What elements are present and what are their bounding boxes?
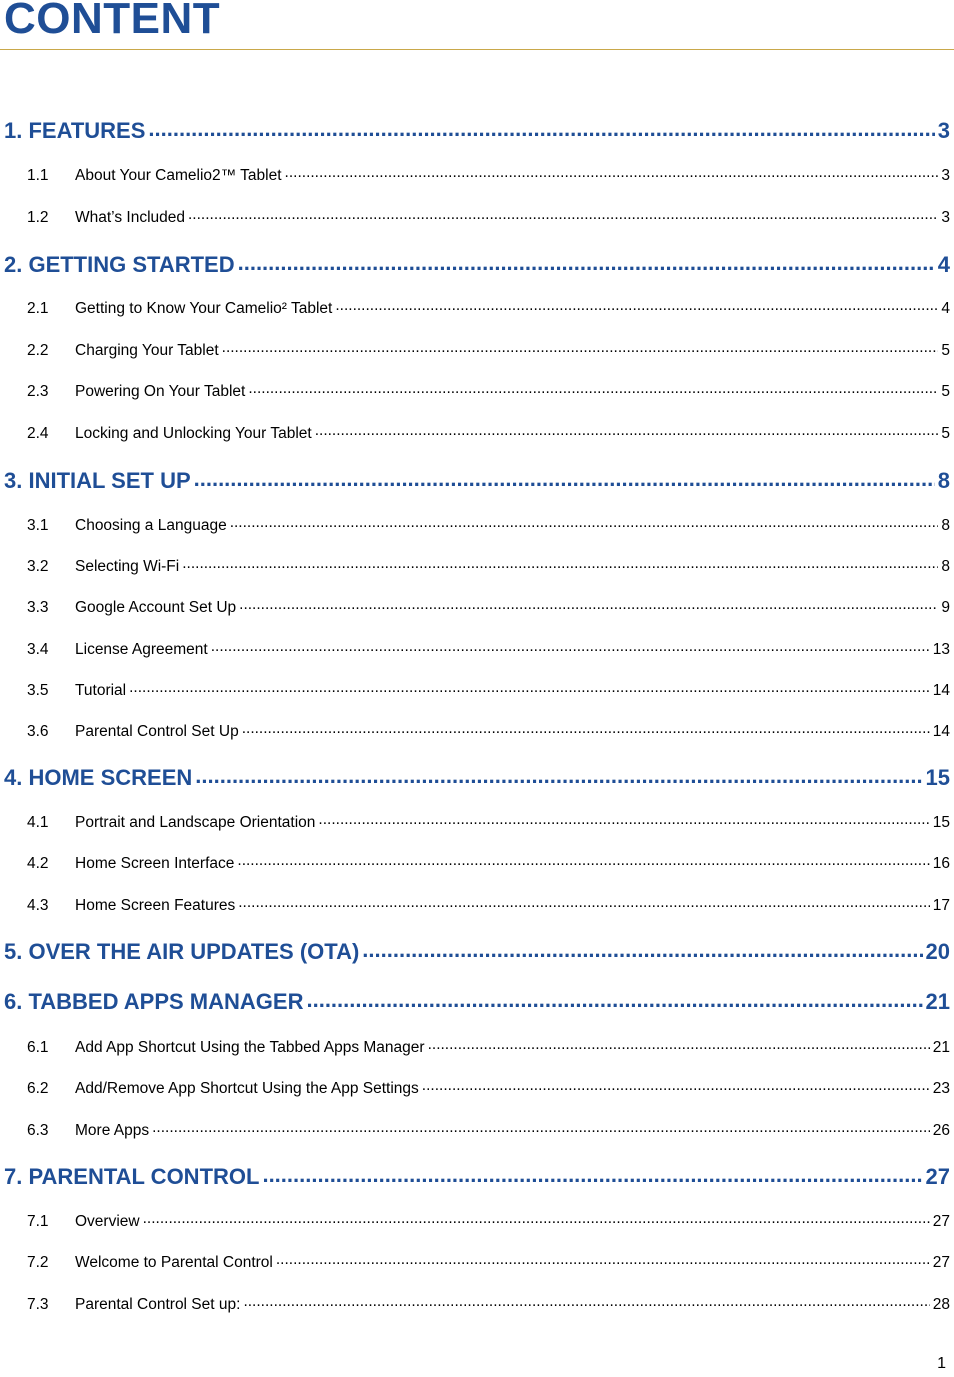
- toc-entry-page: 5: [941, 382, 950, 400]
- toc-subsection-link[interactable]: [0, 811, 950, 832]
- toc-entry-number: 1.2: [27, 208, 49, 226]
- dot-leader: [243, 1293, 929, 1309]
- dot-leader: [262, 1162, 922, 1184]
- dot-leader: [188, 206, 938, 222]
- toc-entry-title: Parental Control Set Up: [75, 722, 239, 740]
- dot-leader: [422, 1077, 930, 1093]
- toc-subsection-link[interactable]: [0, 380, 950, 401]
- toc-subsection-link[interactable]: [0, 894, 950, 915]
- toc-entry-page: 26: [932, 1121, 950, 1139]
- toc-entry-title: Tutorial: [75, 681, 127, 699]
- toc-subsection-link[interactable]: [0, 852, 950, 873]
- toc-entry-title: Getting to Know Your Camelio² Tablet: [75, 299, 333, 317]
- toc-section-link[interactable]: [4, 116, 950, 144]
- toc-entry-number: 3.5: [27, 681, 49, 699]
- toc-entry-number: 1.1: [27, 166, 49, 184]
- toc-entry-page: 8: [941, 557, 950, 575]
- dot-leader: [335, 297, 938, 313]
- title-divider: [0, 49, 954, 50]
- toc-entry-number: 4.3: [27, 896, 49, 914]
- toc-section-link[interactable]: [4, 250, 950, 278]
- dot-leader: [194, 466, 935, 488]
- toc-entry-page: 8: [941, 516, 950, 534]
- dot-leader: [239, 596, 938, 612]
- dot-leader: [211, 638, 930, 654]
- toc-entry-title: About Your Camelio2™ Tablet: [75, 166, 282, 184]
- toc-entry-title: 1. FEATURES: [4, 118, 146, 143]
- toc-entry-number: 3.3: [27, 598, 49, 616]
- toc-entry-page: 14: [932, 681, 950, 699]
- toc-entry-title: Home Screen Interface: [75, 854, 235, 872]
- toc-entry-number: 4.2: [27, 854, 49, 872]
- dot-leader: [248, 380, 938, 396]
- toc-entry-page: 3: [941, 208, 950, 226]
- dot-leader: [428, 1036, 930, 1052]
- toc-entry-page: 16: [932, 854, 950, 872]
- toc-entry-title: Add/Remove App Shortcut Using the App Settings: [75, 1079, 419, 1097]
- dot-leader: [129, 679, 930, 695]
- toc-entry-title: Portrait and Landscape Orientation: [75, 813, 316, 831]
- toc-entry-title: License Agreement: [75, 640, 208, 658]
- toc-section-link[interactable]: [4, 1162, 950, 1190]
- dot-leader: [242, 720, 930, 736]
- toc-subsection-link[interactable]: [0, 164, 950, 185]
- dot-leader: [238, 894, 930, 910]
- toc-subsection-link[interactable]: [0, 555, 950, 576]
- toc-subsection-link[interactable]: [0, 206, 950, 227]
- toc-subsection-link[interactable]: [0, 1293, 950, 1314]
- dot-leader: [285, 164, 939, 180]
- dot-leader: [230, 514, 939, 530]
- toc-entry-title: Powering On Your Tablet: [75, 382, 246, 400]
- toc-entry-number: 2.3: [27, 382, 49, 400]
- toc-entry-page: 17: [932, 896, 950, 914]
- toc-entry-page: 28: [932, 1295, 950, 1313]
- toc-entry-number: 7.2: [27, 1253, 49, 1271]
- toc-entry-page: 15: [932, 813, 950, 831]
- toc-entry-page: 15: [925, 765, 950, 790]
- dot-leader: [362, 937, 922, 959]
- toc-entry-page: 27: [925, 1164, 950, 1189]
- toc-entry-page: 14: [932, 722, 950, 740]
- dot-leader: [318, 811, 929, 827]
- toc-entry-title: Welcome to Parental Control: [75, 1253, 273, 1271]
- toc-entry-title: Charging Your Tablet: [75, 341, 219, 359]
- toc-entry-page: 8: [937, 468, 950, 493]
- toc-subsection-link[interactable]: [0, 297, 950, 318]
- dot-leader: [182, 555, 938, 571]
- dot-leader: [276, 1251, 930, 1267]
- toc-entry-page: 13: [932, 640, 950, 658]
- toc-entry-title: Overview: [75, 1212, 140, 1230]
- toc-entry-page: 5: [941, 424, 950, 442]
- toc-entry-title: 2. GETTING STARTED: [4, 252, 235, 277]
- dot-leader: [152, 1119, 930, 1135]
- toc-section-link[interactable]: [4, 466, 950, 494]
- toc-entry-title: Choosing a Language: [75, 516, 227, 534]
- toc-entry-page: 3: [941, 166, 950, 184]
- toc-entry-title: Home Screen Features: [75, 896, 236, 914]
- page-number: 1: [937, 1355, 946, 1372]
- toc-entry-number: 6.1: [27, 1038, 49, 1056]
- toc-entry-number: 3.1: [27, 516, 49, 534]
- dot-leader: [238, 250, 935, 272]
- toc-entry-number: 6.3: [27, 1121, 49, 1139]
- toc-subsection-link[interactable]: [0, 596, 950, 617]
- toc-entry-page: 21: [932, 1038, 950, 1056]
- toc-subsection-link[interactable]: [0, 1251, 950, 1272]
- toc-entry-page: 4: [937, 252, 950, 277]
- toc-section-link[interactable]: [4, 937, 950, 965]
- toc-entry-number: 2.1: [27, 299, 49, 317]
- toc-entry-number: 3.2: [27, 557, 49, 575]
- toc-subsection-link[interactable]: [0, 514, 950, 535]
- toc-entry-page: 4: [941, 299, 950, 317]
- toc-entry-page: 20: [925, 939, 950, 964]
- toc-entry-number: 2.4: [27, 424, 49, 442]
- toc-entry-page: 23: [932, 1079, 950, 1097]
- toc-section-link[interactable]: [4, 987, 950, 1015]
- toc-subsection-link[interactable]: [0, 1036, 950, 1057]
- toc-entry-title: 5. OVER THE AIR UPDATES (OTA): [4, 939, 360, 964]
- toc-entry-title: More Apps: [75, 1121, 150, 1139]
- toc-subsection-link[interactable]: [0, 638, 950, 659]
- toc-entry-title: 3. INITIAL SET UP: [4, 468, 191, 493]
- toc-subsection-link[interactable]: [0, 720, 950, 741]
- dot-leader: [306, 987, 922, 1009]
- toc-entry-number: 3.4: [27, 640, 49, 658]
- toc-subsection-link[interactable]: [0, 422, 950, 443]
- dot-leader: [143, 1210, 930, 1226]
- toc-entry-number: 2.2: [27, 341, 49, 359]
- dot-leader: [315, 422, 939, 438]
- toc-entry-title: 4. HOME SCREEN: [4, 765, 193, 790]
- toc-entry-number: 7.3: [27, 1295, 49, 1313]
- toc-entry-title: Locking and Unlocking Your Tablet: [75, 424, 312, 442]
- page-title: CONTENT: [4, 0, 221, 43]
- toc-entry-page: 27: [932, 1212, 950, 1230]
- toc-entry-page: 21: [925, 989, 950, 1014]
- toc-entry-title: Google Account Set Up: [75, 598, 237, 616]
- dot-leader: [148, 116, 934, 138]
- toc-subsection-link[interactable]: [0, 339, 950, 360]
- toc-entry-page: 27: [932, 1253, 950, 1271]
- toc-entry-title: 7. PARENTAL CONTROL: [4, 1164, 260, 1189]
- dot-leader: [195, 763, 922, 785]
- toc-subsection-link[interactable]: [0, 1119, 950, 1140]
- toc-entry-title: 6. TABBED APPS MANAGER: [4, 989, 304, 1014]
- toc-entry-title: Selecting Wi-Fi: [75, 557, 180, 575]
- toc-entry-number: 3.6: [27, 722, 49, 740]
- toc-subsection-link[interactable]: [0, 1077, 950, 1098]
- toc-entry-number: 4.1: [27, 813, 49, 831]
- toc-entry-page: 5: [941, 341, 950, 359]
- toc-entry-page: 9: [941, 598, 950, 616]
- toc-entry-number: 7.1: [27, 1212, 49, 1230]
- dot-leader: [222, 339, 939, 355]
- dot-leader: [237, 852, 929, 868]
- toc-subsection-link[interactable]: [0, 679, 950, 700]
- toc-entry-title: What’s Included: [75, 208, 185, 226]
- toc-entry-number: 6.2: [27, 1079, 49, 1097]
- toc-entry-title: Parental Control Set up:: [75, 1295, 241, 1313]
- toc-subsection-link[interactable]: [0, 1210, 950, 1231]
- toc-entry-page: 3: [937, 118, 950, 143]
- toc-section-link[interactable]: [4, 763, 950, 791]
- toc-entry-title: Add App Shortcut Using the Tabbed Apps Manager: [75, 1038, 425, 1056]
